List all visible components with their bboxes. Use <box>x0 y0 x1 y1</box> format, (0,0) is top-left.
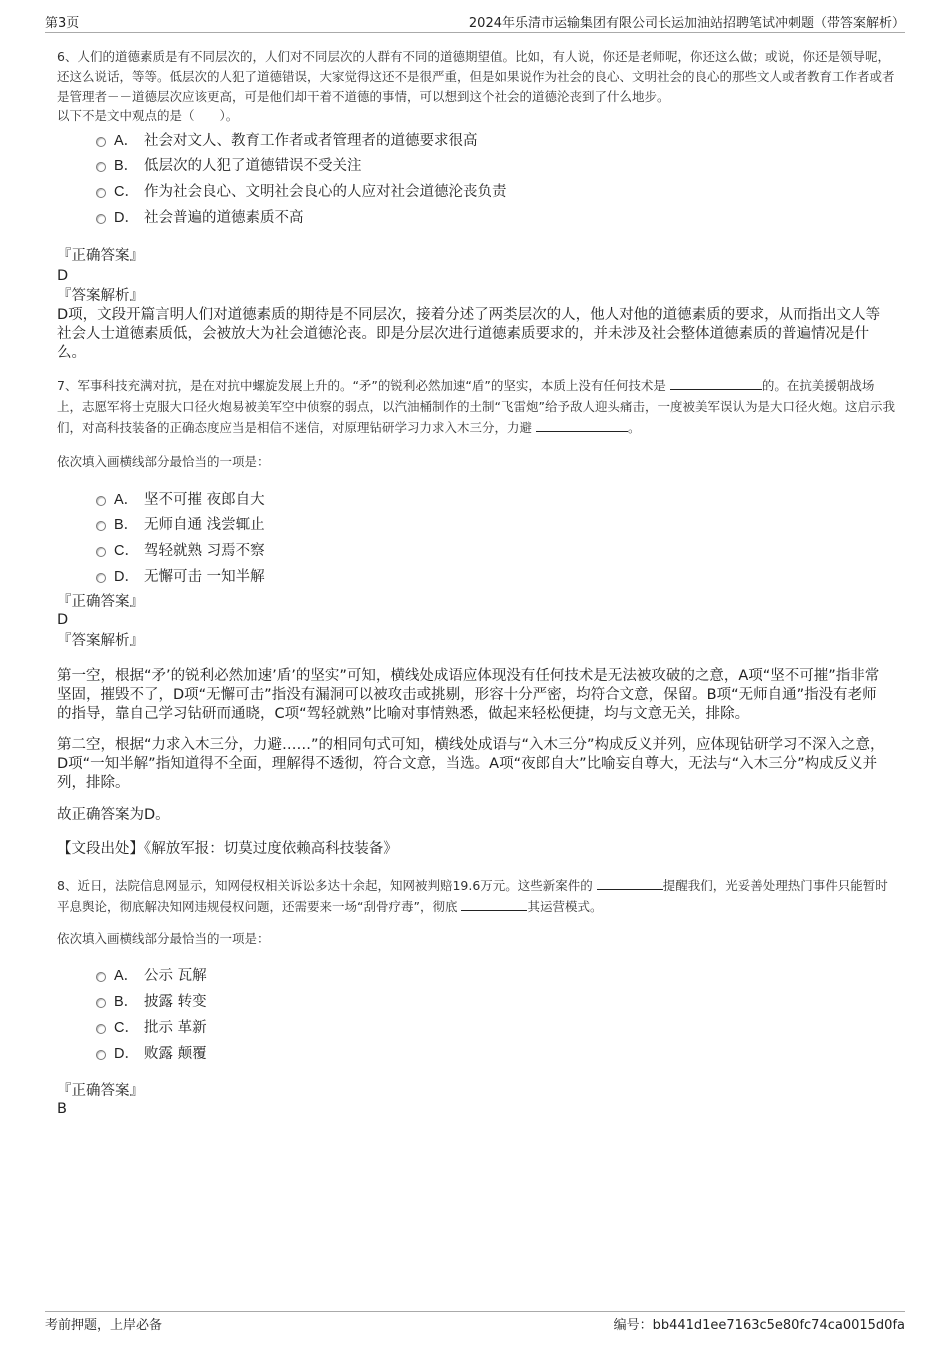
q8-option-a[interactable]: A． 公示 瓦解 <box>96 963 207 985</box>
q7-option-b[interactable]: B． 无师自通 浅尝辄止 <box>96 512 265 534</box>
q8-answer-label: 『正确答案』 <box>57 1083 144 1099</box>
radio-icon[interactable] <box>96 1050 106 1060</box>
q8-option-b[interactable]: B． 披露 转变 <box>96 989 207 1011</box>
q6-answer: D <box>57 268 69 284</box>
document-id: 编号：bb441d1ee7163c5e80fc74ca0015d0fa <box>613 1318 905 1333</box>
radio-icon[interactable] <box>96 137 106 147</box>
q6-analysis-label: 『答案解析』 <box>57 288 144 304</box>
q6-analysis: D项，文段开篇言明人们对道德素质的期待是不同层次，接着分述了两类层次的人，他人对他的道德素质的要求，从而指出文人等社会人士道德素质低，会被放大为社会道德沦丧。即是分层次进行道德素质要求的，并未涉及社会整体道德素质的普遍情况是什么。 <box>57 307 881 361</box>
question-8-text: 8、近日，法院信息网显示，知网侵权相关诉讼多达十余起，知网被判赔19.6万元。这些新案件的 提醒我们，光妥善处理热门事件只能暂时平息舆论，彻底解决知网违规侵权问题，还需要来一场“刮骨疗毒”，彻底 其运营模式。 <box>57 878 888 914</box>
q7-source: 【文段出处】《解放军报：切莫过度依赖高科技装备》 <box>57 841 398 857</box>
question-6-prompt: 以下不是文中观点的是（ ）。 <box>57 108 239 123</box>
q7-answer: D <box>57 612 69 628</box>
q7-analysis-paragraph-2: 第二空，根据“力求入木三分，力避……”的相同句式可知，横线处成语与“入木三分”构成反义并列，应体现钻研学习不深入之意，D项“一知半解”指知道得不全面，理解得不透彻，符合文意，当选。A项“夜郎自大”比喻妄自尊大，无法与“入木三分”构成反义并列，排除。 <box>57 737 885 791</box>
radio-icon[interactable] <box>96 496 106 506</box>
document-title: 2024年乐清市运输集团有限公司长运加油站招聘笔试冲刺题（带答案解析） <box>468 16 905 31</box>
q8-answer: B <box>57 1101 67 1117</box>
footer-divider <box>45 1311 905 1312</box>
q7-option-c[interactable]: C． 驾轻就熟 习焉不察 <box>96 538 265 560</box>
radio-icon[interactable] <box>96 188 106 198</box>
radio-icon[interactable] <box>96 214 106 224</box>
blank-1 <box>670 376 762 390</box>
question-7-text: 7、军事科技充满对抗，是在对抗中螺旋发展上升的。“矛”的锐利必然加速“盾”的坚实，本质上没有任何技术是 的。在抗美援朝战场上，志愿军将士克服大口径火炮易被美军空中侦察的弱点，以汽油桶制作的土制“飞雷炮”给予敌人迎头痛击，一度被美军误认为是大口径火炮。这启示我们，对高科技装备的正确态度应当是相信不迷信，对原理钻研学习力求入木三分，力避 。 <box>57 378 895 435</box>
question-7-prompt: 依次填入画横线部分最恰当的一项是： <box>57 454 270 469</box>
q8-option-c[interactable]: C． 批示 革新 <box>96 1015 207 1037</box>
q7-analysis-paragraph-1: 第一空，根据“矛’的锐利必然加速’盾’的坚实”可知，横线处成语应体现没有任何技术是无法被攻破的之意，A项“坚不可摧”指非常坚固，摧毁不了，D项“无懈可击”指没有漏洞可以被攻击或挑剔，形容十分严密，均符合文意，保留。B项“无师自通”指没有老师的指导，靠自己学习钻研而通晓，C项“驾轻就熟”比喻对事情熟悉，做起来轻松便捷，均与文意无关，排除。 <box>57 668 880 722</box>
q7-option-d[interactable]: D． 无懈可击 一知半解 <box>96 564 265 586</box>
q8-option-d[interactable]: D． 败露 颠覆 <box>96 1041 207 1063</box>
q6-option-b[interactable]: B． 低层次的人犯了道德错误不受关注 <box>96 153 362 175</box>
radio-icon[interactable] <box>96 972 106 982</box>
radio-icon[interactable] <box>96 998 106 1008</box>
q6-option-a[interactable]: A． 社会对文人、教育工作者或者管理者的道德要求很高 <box>96 128 478 150</box>
q6-option-c[interactable]: C． 作为社会良心、文明社会良心的人应对社会道德沦丧负责 <box>96 179 507 201</box>
radio-icon[interactable] <box>96 1024 106 1034</box>
question-6-text: 6、人们的道德素质是有不同层次的，人们对不同层次的人群有不同的道德期望值。比如，有人说，你还是老师呢，你还这么做；或说，你还是领导呢，还这么说话，等等。低层次的人犯了道德错误，大家觉得这还不是很严重，但是如果说作为社会的良心、文明社会的良心的那些文人或者教育工作者或者是管理者－－道德层次应该更高，可是他们却干着不道德的事情，可以想到这个社会的道德沦丧到了什么地步。 <box>57 49 895 104</box>
q7-answer-label: 『正确答案』 <box>57 594 144 610</box>
footer-slogan: 考前押题，上岸必备 <box>45 1318 163 1333</box>
q7-analysis-label: 『答案解析』 <box>57 633 144 649</box>
page-number: 第3页 <box>45 16 80 31</box>
header-divider <box>45 32 905 33</box>
q7-conclusion: 故正确答案为D。 <box>57 807 170 823</box>
question-8-prompt: 依次填入画横线部分最恰当的一项是： <box>57 931 270 946</box>
radio-icon[interactable] <box>96 521 106 531</box>
radio-icon[interactable] <box>96 573 106 583</box>
q7-option-a[interactable]: A． 坚不可摧 夜郎自大 <box>96 487 265 509</box>
blank-2 <box>461 897 527 911</box>
blank-2 <box>536 418 628 432</box>
q6-answer-label: 『正确答案』 <box>57 248 144 264</box>
radio-icon[interactable] <box>96 162 106 172</box>
radio-icon[interactable] <box>96 547 106 557</box>
q6-option-d[interactable]: D． 社会普遍的道德素质不高 <box>96 205 304 227</box>
blank-1 <box>597 876 663 890</box>
